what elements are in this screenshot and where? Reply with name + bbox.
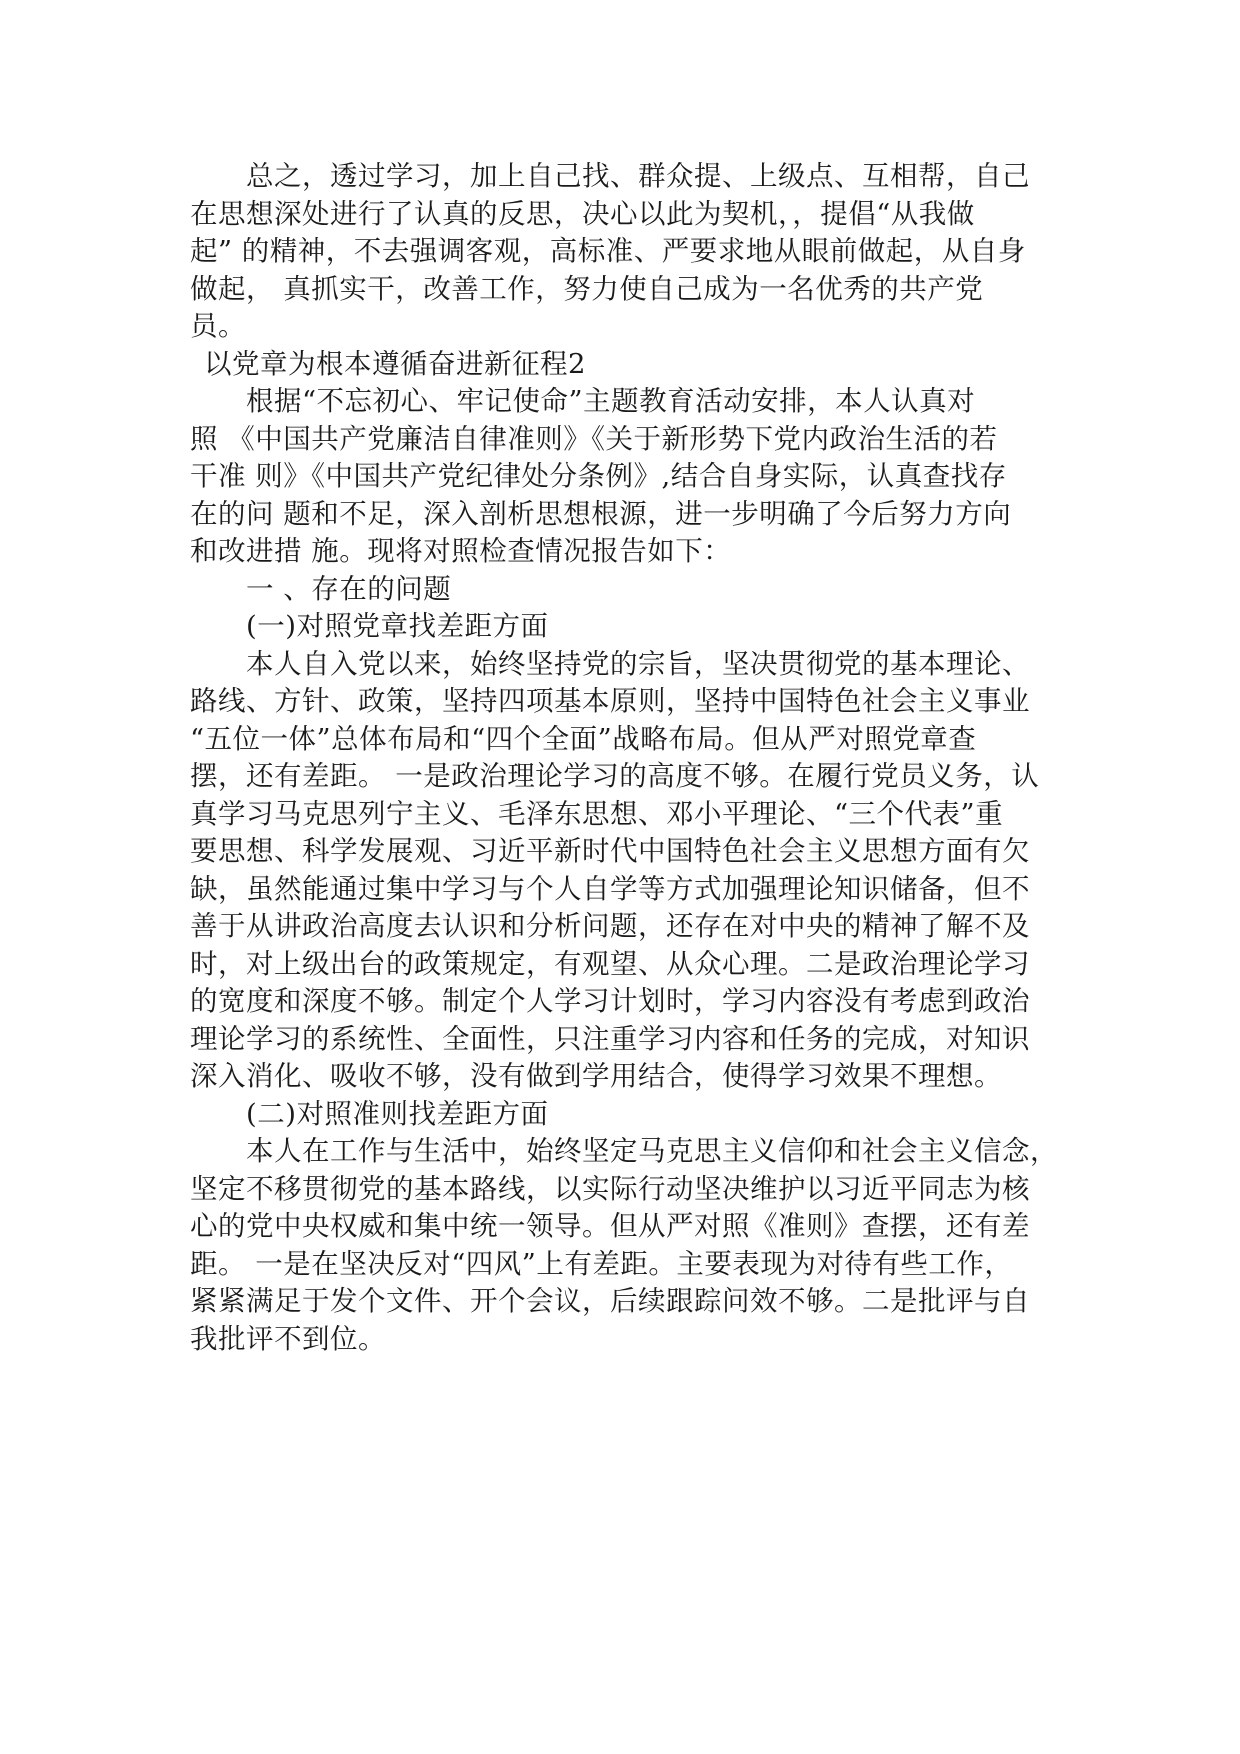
paragraph-line: 根据“不忘初心、牢记使命”主题教育活动安排，本人认真对: [246, 385, 976, 417]
paragraph-line: 摆，还有差距。 一是政治理论学习的高度不够。在履行党员义务，认: [190, 760, 1040, 792]
subsection-heading: (二)对照准则找差距方面: [246, 1097, 549, 1130]
paragraph-line: 紧紧满足于发个文件、开个会议，后续跟踪问效不够。二是批评与自: [190, 1285, 1030, 1317]
paragraph-line: 和改进措 施。现将对照检查情况报告如下：: [190, 535, 732, 567]
document-body: [190, 158, 1058, 1358]
paragraph-line: 在思想深处进行了认真的反思，决心以此为契机，，提倡“从我做: [190, 197, 975, 230]
section-title: 以党章为根本遵循奋进新征程2: [204, 347, 586, 380]
paragraph-line: 真学习马克思列宁主义、毛泽东思想、邓小平理论、“三个代表”重: [190, 797, 1004, 830]
paragraph-line: 善于从讲政治高度去认识和分析问题，还存在对中央的精神了解不及: [190, 910, 1030, 942]
paragraph-line: 我批评不到位。: [190, 1322, 386, 1355]
paragraph-line: 理论学习的系统性、全面性，只注重学习内容和任务的完成，对知识: [190, 1022, 1030, 1055]
paragraph-line: 坚定不移贯彻党的基本路线，以实际行动坚决维护以习近平同志为核: [190, 1172, 1030, 1205]
paragraph-line: 本人在工作与生活中，始终坚定马克思主义信仰和社会主义信念，: [246, 1135, 1058, 1167]
paragraph-line: 本人自入党以来，始终坚持党的宗旨，坚决贯彻党的基本理论、: [246, 647, 1030, 680]
paragraph-line: 深入消化、吸收不够，没有做到学用结合，使得学习效果不理想。: [190, 1060, 1002, 1092]
paragraph-line: 心的党中央权威和集中统一领导。但从严对照《准则》查摆，还有差: [190, 1210, 1030, 1242]
paragraph-line: 起” 的精神，不去强调客观，高标准、严要求地从眼前做起，从自身: [190, 235, 1026, 267]
paragraph-line: 时，对上级出台的政策规定，有观望、从众心理。二是政治理论学习: [190, 947, 1030, 980]
paragraph-line: 距。 一是在坚决反对“四风”上有差距。主要表现为对待有些工作，: [190, 1247, 1013, 1280]
paragraph-line: 路线、方针、政策，坚持四项基本原则，坚持中国特色社会主义事业: [190, 685, 1030, 717]
paragraph-line: 的宽度和深度不够。制定个人学习计划时，学习内容没有考虑到政治: [190, 985, 1030, 1017]
paragraph-line: 要思想、科学发展观、习近平新时代中国特色社会主义思想方面有欠: [190, 835, 1030, 867]
paragraph-line: 总之，透过学习，加上自己找、群众提、上级点、互相帮，自己: [246, 160, 1030, 192]
section-heading: 一 、存在的问题: [246, 572, 452, 605]
paragraph-line: 照 《中国共产党廉洁自律准则》《关于新形势下党内政治生活的若: [190, 422, 998, 455]
paragraph-line: 员。: [190, 310, 246, 342]
subsection-heading: (一)对照党章找差距方面: [246, 610, 549, 642]
paragraph-line: 干准 则》《中国共产党纪律处分条例》,结合自身实际，认真查找存: [190, 460, 1007, 492]
paragraph-line: 做起， 真抓实干，改善工作，努力使自己成为一名优秀的共产党: [190, 272, 984, 305]
paragraph-line: 在的问 题和不足，深入剖析思想根源，进一步明确了今后努力方向: [190, 497, 1012, 530]
paragraph-line: “五位一体”总体布局和“四个全面”战略布局。但从严对照党章查: [190, 722, 977, 755]
paragraph-line: 缺，虽然能通过集中学习与个人自学等方式加强理论知识储备，但不: [190, 872, 1030, 905]
